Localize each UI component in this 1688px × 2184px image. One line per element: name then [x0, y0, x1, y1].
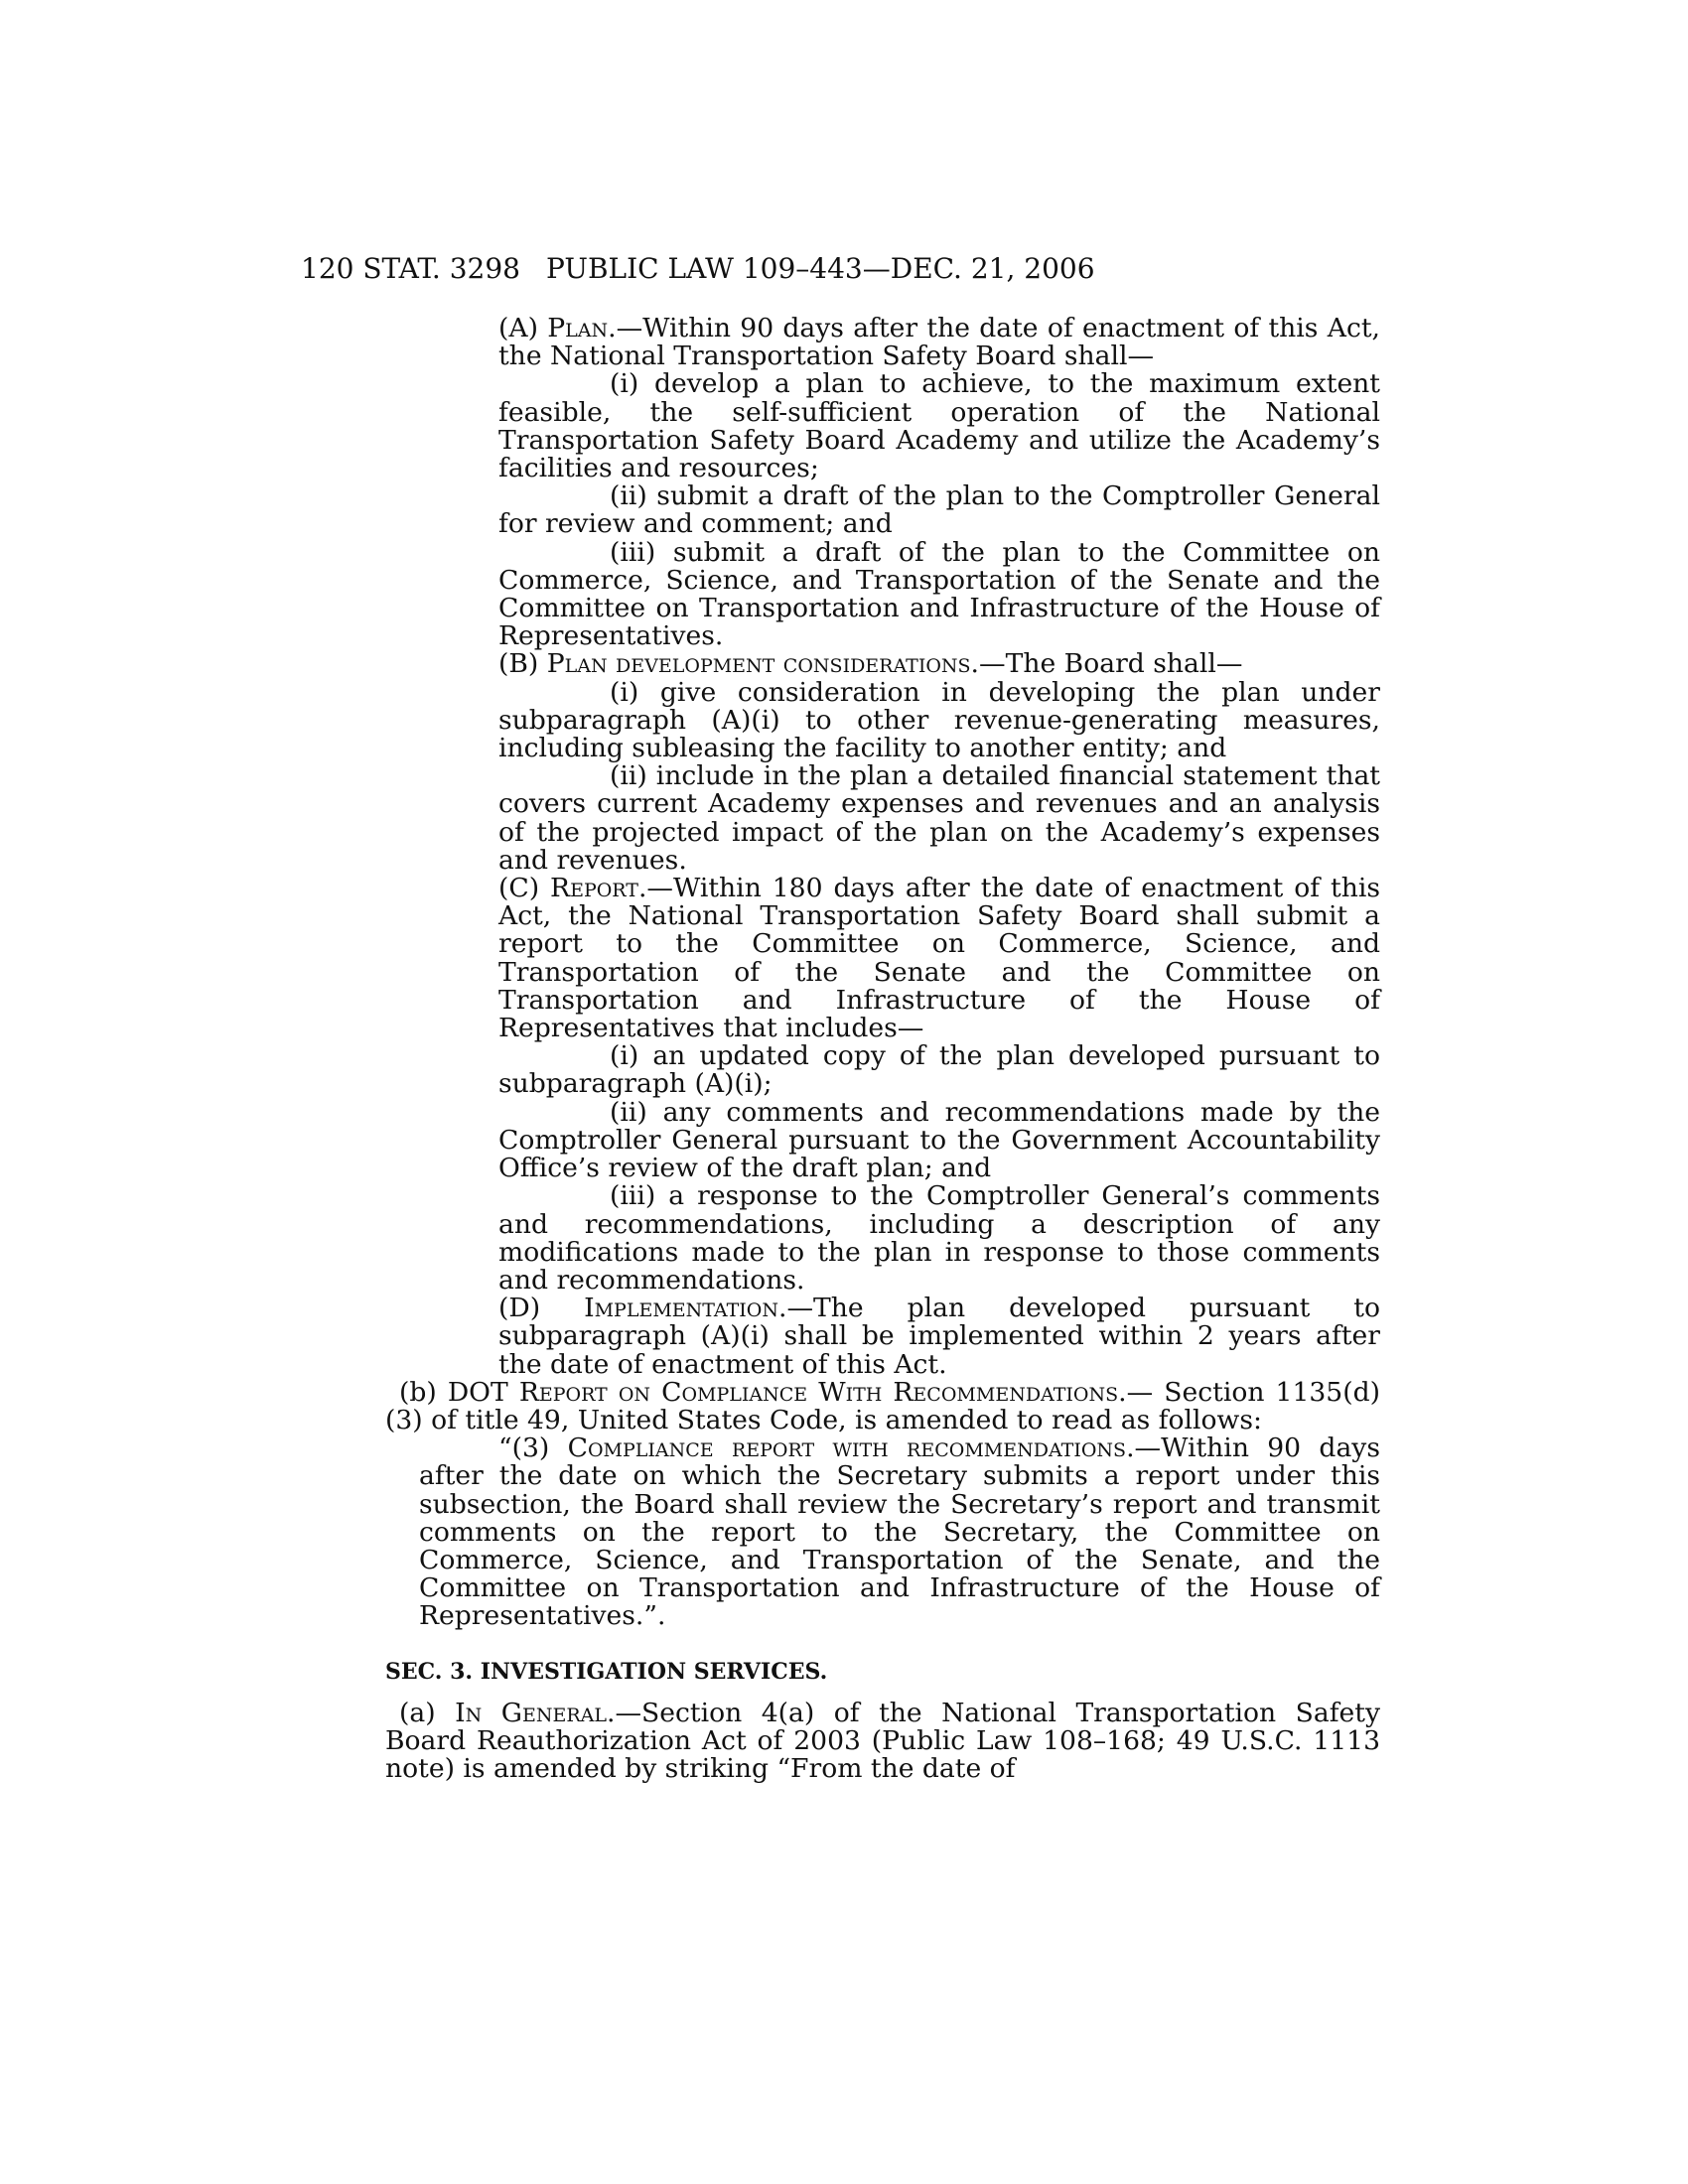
clause-c-ii: (ii) any comments and recommendations made by the Comptroller General pursuant to the Government Accountability Office’s review of the draft plan; and	[498, 1096, 1380, 1184]
subparagraph-c: (C) Report.—Within 180 days after the date of enactment of this Act, the National Transportation Safety Board shall submit a report to the Committee on Commerce, Science, and Transportation of the Senate and the Committee on Transportation and Infrastructure of the House of Representatives that includes—	[498, 873, 1380, 1044]
caption-report: Report.	[550, 873, 647, 904]
section-heading: SEC. 3. INVESTIGATION SERVICES.	[385, 1658, 828, 1685]
clause-b-i: (i) give consideration in developing the plan under subparagraph (A)(i) to other revenue-generating measures, including subleasing the facility to another entity; and	[498, 676, 1380, 764]
caption-plan-development: Plan development considerations.	[546, 648, 980, 680]
running-header: PUBLIC LAW 109–443—DEC. 21, 2006	[546, 252, 1095, 285]
statute-text	[385, 313, 1381, 1784]
clause-b-ii: (ii) include in the plan a detailed financial statement that covers current Academy expenses and revenues and an analysis of the projected impact of the plan on the Academy’s expenses and revenues.	[498, 760, 1380, 876]
subparagraph-a: (A) Plan.—Within 90 days after the date of enactment of this Act, the National Transportation Safety Board shall—	[498, 313, 1380, 372]
clause-c-iii: (iii) a response to the Comptroller General’s comments and recommendations, including a description of any modifications made to the plan in response to those comments and recommendations.	[498, 1180, 1380, 1296]
clause-a-iii: (iii) submit a draft of the plan to the Committee on Commerce, Science, and Transportation of the Senate and the Committee on Transportation and Infrastructure of the House of Representatives.	[498, 536, 1380, 652]
caption-compliance-report: Compliance report with recommendations.	[567, 1433, 1135, 1464]
subsection-a: (a) In General.—Section 4(a) of the National Transportation Safety Board Reauthorization Act of 2003 (Public Law 108–168; 49 U.S.C. 1113 note) is amended by striking “From the date of	[385, 1697, 1381, 1784]
caption-dot-report: Report on Compliance With Recommendations.	[518, 1376, 1127, 1408]
caption-implementation: Implementation.	[584, 1293, 787, 1324]
clause-a-ii: (ii) submit a draft of the plan to the Comptroller General for review and comment; and	[498, 480, 1380, 540]
page-stat-number: 120 STAT. 3298	[301, 252, 520, 285]
clause-a-i: (i) develop a plan to achieve, to the maximum extent feasible, the self-sufficient operation of the National Transportation Safety Board Academy and utilize the Academy’s facilities and resources;	[498, 368, 1380, 484]
subsection-b: (b) DOT Report on Compliance With Recommendations.— Section 1135(d)(3) of title 49, United States Code, is amended to read as follows:	[385, 1376, 1381, 1435]
subparagraph-b: (B) Plan development considerations.—The Board shall—	[498, 648, 1243, 680]
clause-c-i: (i) an updated copy of the plan developed pursuant to subparagraph (A)(i);	[498, 1040, 1380, 1100]
subparagraph-d: (D) Implementation.—The plan developed pursuant to subparagraph (A)(i) shall be implemented within 2 years after the date of enactment of this Act.	[498, 1293, 1381, 1380]
quoted-paragraph-3: “(3) Compliance report with recommendations.—Within 90 days after the date on which the Secretary submits a report under this subsection, the Board shall review the Secretary’s report and transmit comments on the report to the Secretary, the Committee on Commerce, Science, and Transportation of the Senate, and the Committee on Transportation and Infrastructure of the House of Representatives.”.	[419, 1433, 1380, 1632]
caption-plan: Plan.	[547, 313, 617, 343]
caption-in-general: In General.	[455, 1697, 616, 1728]
